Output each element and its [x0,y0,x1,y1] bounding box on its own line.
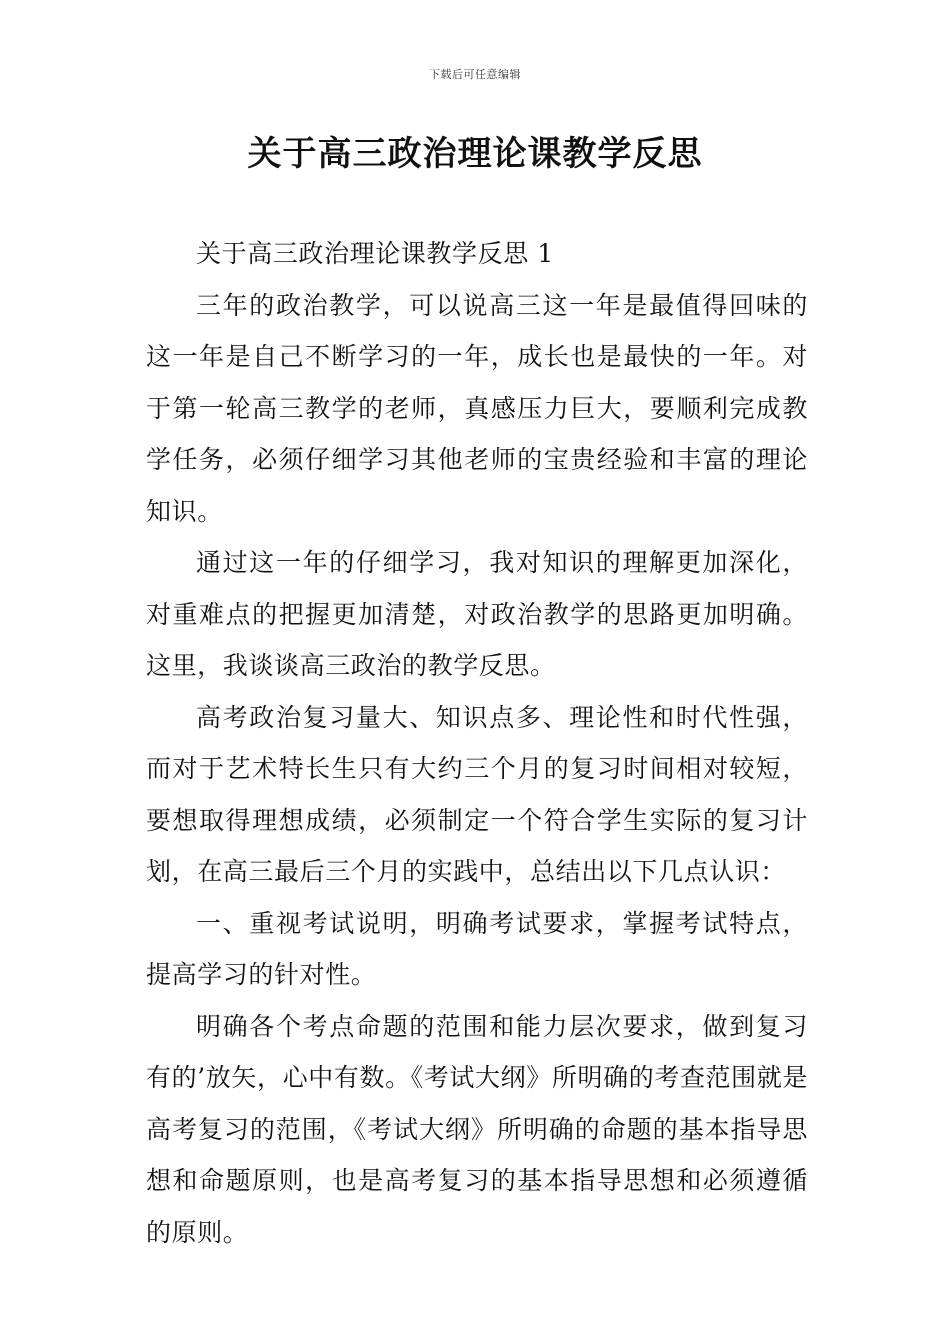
paragraph: 明确各个考点命题的范围和能力层次要求，做到复习有的’放矢，心中有数。《考试大纲》所明确的考查范围就是高考复习的范围，《考试大纲》所明确的命题的基本指导思想和命题原则，也是高考复习的基本指导思想和必须遵循的原则。 [146,1011,808,1247]
paragraph: 高考政治复习量大、知识点多、理论性和时代性强，而对于艺术特长生只有大约三个月的复习时间相对较短，要想取得理想成绩，必须制定一个符合学生实际的复习计划，在高三最后三个月的实践中，总结出以下几点认识： [146,702,808,886]
document-title: 关于高三政治理论课教学反思 [247,134,703,174]
header-note: 下载后可任意编辑 [429,68,521,81]
paragraph: 三年的政治教学，可以说高三这一年是最值得回味的这一年是自己不断学习的一年，成长也是最快的一年。对于第一轮高三教学的老师，真感压力巨大，要顺利完成教学任务，必须仔细学习其他老师的宝贵经验和丰富的理论知识。 [146,290,808,526]
paragraph: 通过这一年的仔细学习，我对知识的理解更加深化，对重难点的把握更加清楚，对政治教学的思路更加明确。这里，我谈谈高三政治的教学反思。 [146,548,808,680]
paragraph: 一、重视考试说明，明确考试要求，掌握考试特点，提高学习的针对性。 [146,908,808,989]
section-heading: 关于高三政治理论课教学反思 1 [196,239,554,268]
document-body [146,228,808,1258]
